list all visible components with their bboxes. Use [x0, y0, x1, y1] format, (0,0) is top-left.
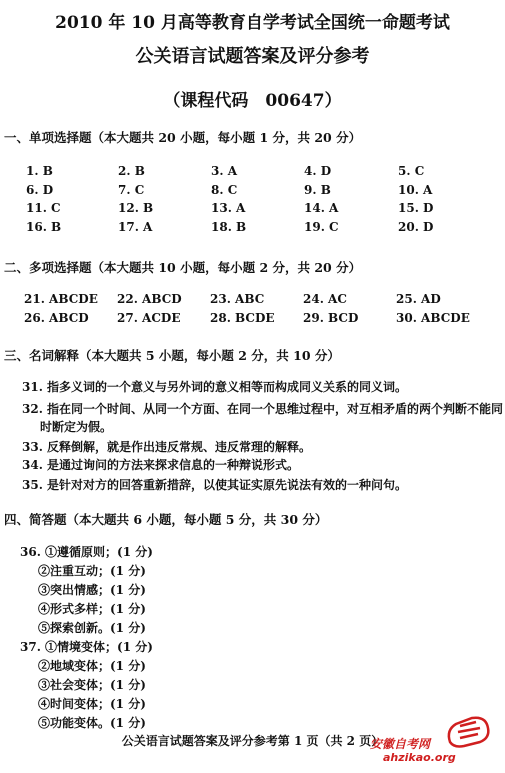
answer-cell: 12. B	[118, 201, 154, 215]
answer-cell: 10. A	[398, 182, 433, 197]
answer-cell: 3. A	[211, 164, 238, 178]
watermark-url: ahzikao.org	[383, 751, 456, 764]
answer-cell: 2. B	[118, 164, 145, 178]
answer-31: 31. 指多义词的一个意义与另外词的意义相等而构成同义关系的同义词。	[22, 380, 408, 394]
answer-37-item: ③社会变体；(1 分)	[38, 678, 146, 692]
answer-cell: 24. AC	[303, 292, 347, 306]
answer-cell: 22. ABCD	[117, 292, 182, 306]
section-heading-terms: 三、名词解释（本大题共 5 小题，每小题 2 分，共 10 分）	[4, 348, 340, 363]
answer-cell: 27. ACDE	[117, 310, 181, 325]
answer-cell: 6. D	[26, 182, 54, 197]
answer-32: 32. 指在同一个时间、从同一个方面、在同一个思维过程中，对互相矛盾的两个判断不能同	[22, 402, 504, 416]
course-code: （课程代码 00647）	[163, 91, 342, 111]
answer-cell: 20. D	[398, 219, 434, 234]
answer-cell: 30. ABCDE	[396, 310, 470, 325]
answer-cell: 4. D	[304, 164, 332, 178]
answer-cell: 9. B	[304, 182, 331, 197]
answer-cell: 18. B	[211, 219, 247, 234]
answer-32-cont: 时断定为假。	[40, 420, 113, 434]
answer-cell: 11. C	[26, 201, 61, 215]
answer-cell: 7. C	[118, 182, 145, 197]
page-footer: 公关语言试题答案及评分参考第 1 页（共 2 页）	[121, 734, 384, 748]
section-heading-short-answer: 四、简答题（本大题共 6 小题，每小题 5 分，共 30 分）	[4, 512, 328, 527]
answer-cell: 13. A	[211, 201, 246, 215]
answer-cell: 29. BCD	[303, 310, 359, 325]
answer-cell: 5. C	[398, 164, 425, 178]
section-heading-multi-choice: 二、多项选择题（本大题共 10 小题，每小题 2 分，共 20 分）	[4, 260, 362, 275]
answer-37-item: ④时间变体；(1 分)	[38, 697, 146, 711]
section-heading-single-choice: 一、单项选择题（本大题共 20 小题，每小题 1 分，共 20 分）	[4, 130, 362, 145]
answer-cell: 16. B	[26, 219, 62, 234]
answer-cell: 8. C	[211, 182, 238, 197]
answer-cell: 15. D	[398, 201, 434, 215]
answer-34: 34. 是通过询问的方法来探求信息的一种辩说形式。	[22, 458, 300, 472]
answer-cell: 25. AD	[396, 292, 441, 306]
answer-cell: 28. BCDE	[210, 310, 275, 325]
document-title: 公关语言试题答案及评分参考	[135, 46, 370, 67]
answer-cell: 14. A	[304, 201, 339, 215]
answer-cell: 1. B	[26, 164, 53, 178]
exam-title: 2010 年 10 月高等教育自学考试全国统一命题考试	[55, 13, 450, 33]
answer-36-item: ⑤探索创新。(1 分)	[38, 621, 146, 635]
answer-cell: 23. ABC	[210, 292, 265, 306]
answer-cell: 26. ABCD	[24, 310, 89, 325]
answer-36-item: ④形式多样；(1 分)	[38, 602, 146, 616]
watermark-site-name: 安徽自考网	[370, 737, 431, 751]
answer-35: 35. 是针对对方的回答重新措辞，以使其证实原先说法有效的一种问句。	[22, 478, 408, 492]
watermark-logo-icon	[442, 712, 494, 752]
answer-cell: 17. A	[118, 219, 153, 234]
answer-36: 36. ①遵循原则；(1 分)	[20, 545, 153, 559]
answer-37-item: ②地域变体；(1 分)	[38, 659, 146, 673]
answer-cell: 21. ABCDE	[24, 292, 98, 306]
answer-cell: 19. C	[304, 219, 339, 234]
answer-37: 37. ①情境变体；(1 分)	[20, 640, 153, 654]
answer-36-item: ③突出情感；(1 分)	[38, 583, 146, 597]
answer-36-item: ②注重互动；(1 分)	[38, 564, 146, 578]
answer-37-item: ⑤功能变体。(1 分)	[38, 716, 146, 730]
answer-33: 33. 反释倒解，就是作出违反常规、违反常理的解释。	[22, 440, 312, 454]
